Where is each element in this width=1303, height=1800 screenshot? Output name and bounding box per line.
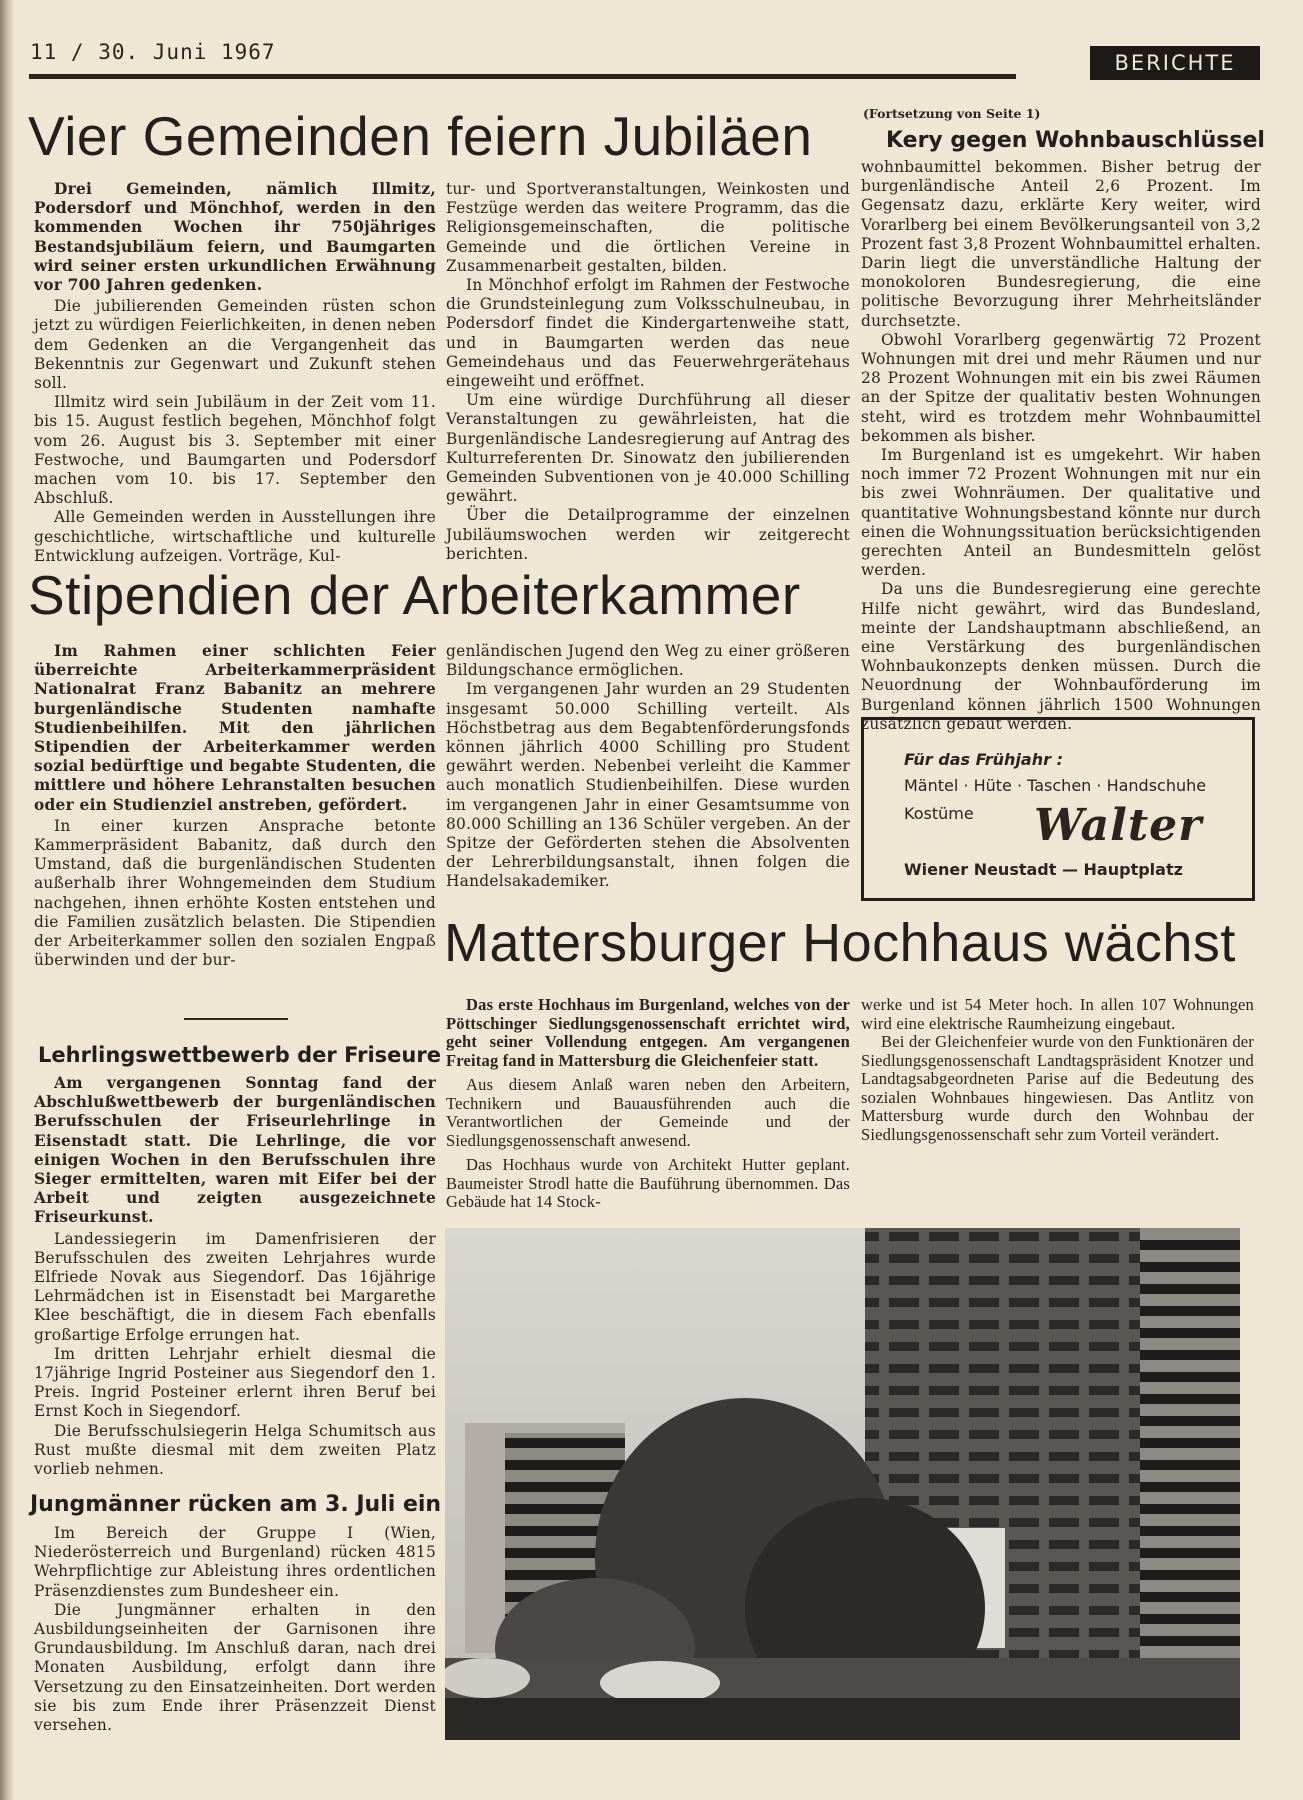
lead-paragraph: Das erste Hochhaus im Burgenland, welches von der Pöttschinger Siedlungsgenossenschaft errichtet wird, geht seiner Vollendung entgegen. Am vergangenen Freitag fand in Mattersburg die Gleichenfeier statt. xyxy=(446,995,850,1070)
body-paragraph: tur- und Sportveranstaltungen, Weinkosten und Festzüge werden das weitere Programm, das die Religionsgemeinschaften, die politische Gemeinde und die örtlichen Vereine in Zusammenarbeit gestalten, bilden. xyxy=(446,180,850,275)
continued-note: (Fortsetzung von Seite 1) xyxy=(863,106,1041,121)
body-paragraph: Über die Detailprogramme der einzelnen Jubiläumswochen werden wir zeitgerecht berichten. xyxy=(446,506,850,563)
body-paragraph: werke und ist 54 Meter hoch. In allen 107 Wohnungen wird eine elektrische Raumheizung eingebaut. xyxy=(861,995,1254,1033)
body-paragraph: Da uns die Bundesregierung eine gerechte Hilfe nicht gewährt, wird das Bundesland, meinte der Landshauptmann abschließend, an eine Verstärkung des burgenländischen Wohnbaukonzepts denken müssen. Durch die Neuordnung der Wohnbauförderung im Burgenland können jährlich 1500 Wohnungen zusätzlich gebaut werden. xyxy=(861,580,1261,733)
body-paragraph: Um eine würdige Durchführung all dieser Veranstaltungen zu gewährleisten, hat die Burgenländische Landesregierung auf Antrag des Kulturreferenten Dr. Sinowatz den jubilierenden Gemeinden Subventionen von je 40.000 Schilling gewährt. xyxy=(446,391,850,506)
headline-hochhaus: Mattersburger Hochhaus wächst xyxy=(444,913,1236,973)
body-paragraph: Im Burgenland ist es umgekehrt. Wir haben noch immer 72 Prozent Wohnungen mit nur ein bis zwei Wohnräumen. Der qualitative und quantitative Wohnungsbestand könnte nur durch einen die Wohnungssituation berücksichtigenden gerechten Anteil an Bundesmitteln gelöst werden. xyxy=(861,446,1261,580)
lead-paragraph: Im Rahmen einer schlichten Feier überreichte Arbeiterkammerpräsident Nationalrat Franz Babanitz an mehrere burgenländische Studenten namhafte Studienbeihilfen. Mit den jährlichen Stipendien der Arbeiterkammer werden sozial bedürftige und begabte Studenten, die mittlere und höhere Lehranstalten besuchen oder ein Studienziel anstreben, gefördert. xyxy=(34,642,436,814)
body-paragraph: Alle Gemeinden werden in Ausstellungen ihre geschichtliche, wirtschaftliche und kulturelle Entwicklung aufzeigen. Vorträge, Kul- xyxy=(34,508,436,565)
body-paragraph: genländischen Jugend den Weg zu einer größeren Bildungschance ermöglichen. xyxy=(446,642,850,680)
body-paragraph: Die jubilierenden Gemeinden rüsten schon jetzt zu würdigen Feierlichkeiten, in denen neben dem Gedenken an die Vergangenheit das Bekenntnis zur Gegenwart und Zukunft stehen soll. xyxy=(34,297,436,393)
headline-friseure: Lehrlingswettbewerb der Friseure xyxy=(38,1043,441,1067)
body-paragraph: Im dritten Lehrjahr erhielt diesmal die 17jährige Ingrid Posteiner aus Siegendorf den 1. Preis. Ingrid Posteiner erlernt ihren Beruf bei Ernst Koch in Siegendorf. xyxy=(34,1344,436,1421)
kery-column xyxy=(861,158,1261,734)
page-number-date: 11 / 30. Juni 1967 xyxy=(30,40,276,64)
hochhaus-column-1 xyxy=(446,996,850,1212)
lead-paragraph: Am vergangenen Sonntag fand der Abschlußwettbewerb der burgenländischen Berufsschulen der Friseurlehrlinge in Eisenstadt statt. Die Lehrlinge, die vor einigen Wochen in den Berufsschulen ihre Sieger ermittelten, waren mit Eifer bei der Arbeit und zeigten ausgezeichnete Friseurkunst. xyxy=(34,1074,436,1227)
body-paragraph: Landessiegerin im Damenfrisieren der Berufsschulen des zweiten Lehrjahres wurde Elfriede Novak aus Siegendorf. Das 16jährige Lehrmädchen ist in Eisenstadt bei Margarethe Klee beschäftigt, die in diesem Fach ebenfalls großartige Erfolge errungen hat. xyxy=(34,1229,436,1344)
ad-headline: Für das Frühjahr : xyxy=(904,750,1063,769)
ad-brand-logo: Walter xyxy=(1034,800,1203,851)
body-paragraph: Aus diesem Anlaß waren neben den Arbeitern, Technikern und Bauausführenden auch die Verantwortlichen der Gemeinde und der Siedlungsgenossenschaft anwesend. xyxy=(446,1075,850,1150)
ad-products-2: Kostüme xyxy=(904,804,974,823)
body-paragraph: Das Hochhaus wurde von Architekt Hutter geplant. Baumeister Strodl hatte die Bauführung übernommen. Das Gebäude hat 14 Stock- xyxy=(446,1155,850,1211)
body-paragraph: Obwohl Vorarlberg gegenwärtig 72 Prozent Wohnungen mit drei und mehr Räumen und nur 28 Prozent Wohnungen mit ein bis zwei Räumen an der Spitze der qualitativ besten Wohnungen steht, wird es trotzdem mehr Wohnbaumittel bekommen als bisher. xyxy=(861,330,1261,445)
advertisement-walter xyxy=(861,717,1255,901)
jubilaeen-column-2 xyxy=(446,180,850,564)
jungmaenner-column xyxy=(34,1524,436,1735)
section-label: BERICHTE xyxy=(1090,46,1260,80)
photo-hochhaus-mattersburg xyxy=(445,1228,1240,1740)
body-paragraph: wohnbaumittel bekommen. Bisher betrug der burgenländische Anteil 2,6 Prozent. Im Gegensatz dazu, erklärte Kery weiter, wird Vorarlberg bei einem Bevölkerungsanteil von 3,2 Prozent fast 3,8 Prozent Wohnbaumittel erhalten. Darin liegt die unverständliche Haltung der monokoloren Bundesregierung, die eine politische Bevorzugung ihrer Mehrheitsländer durchsetzte. xyxy=(861,158,1261,330)
body-paragraph: In einer kurzen Ansprache betonte Kammerpräsident Babanitz, daß durch den Umstand, daß die burgenländischen Studenten außerhalb ihrer Wohngemeinden dem Studium nachgehen, ihnen erhöhte Kosten entstehen und die Familien zusätzlich belasten. Die Stipendien der Arbeiterkammer sollen den sozialen Engpaß überwinden und der bur- xyxy=(34,816,436,970)
hochhaus-column-2 xyxy=(861,996,1254,1144)
headline-jubilaeen: Vier Gemeinden feiern Jubiläen xyxy=(28,105,813,167)
body-paragraph: Die Berufsschulsiegerin Helga Schumitsch aus Rust mußte diesmal mit dem zweiten Platz vorlieb nehmen. xyxy=(34,1421,436,1479)
body-paragraph: Im Bereich der Gruppe I (Wien, Niederösterreich und Burgenland) rücken 4815 Wehrpflichtige zur Ableistung ihres ordentlichen Präsenzdienstes zum Bundesheer ein. xyxy=(34,1524,436,1600)
body-paragraph: In Mönchhof erfolgt im Rahmen der Festwoche die Grundsteinlegung zum Volksschulneubau, in Podersdorf findet die Kindergartenweihe statt, und in Baumgarten werden das neue Gemeindehaus und das Feuerwehrgerätehaus eingeweiht und eröffnet. xyxy=(446,276,850,391)
ad-address: Wiener Neustadt — Hauptplatz xyxy=(904,860,1183,879)
stipendien-column-1 xyxy=(34,642,436,970)
headline-kery: Kery gegen Wohnbauschlüssel xyxy=(886,128,1265,153)
header-rule xyxy=(29,74,1016,79)
column-divider xyxy=(184,1018,288,1020)
stipendien-column-2 xyxy=(446,642,850,892)
body-paragraph: Bei der Gleichenfeier wurde von den Funktionären der Siedlungsgenossenschaft Landtagspräsident Knotzer und Landtagsabgeordneten Parise auf die Bedeutung des sozialen Wohnbaues hingewiesen. Das Antlitz von Mattersburg wurde durch den Wohnbau der Siedlungsgenossenschaft sehr zum Vorteil verändert. xyxy=(861,1032,1254,1144)
headline-jungmaenner: Jungmänner rücken am 3. Juli ein xyxy=(30,1492,442,1517)
page-binding-shadow xyxy=(0,0,14,1800)
body-paragraph: Im vergangenen Jahr wurden an 29 Studenten insgesamt 50.000 Schilling verteilt. Als Höchstbetrag aus dem Begabtenförderungsfonds können jährlich 4000 Schilling pro Student gewährt werden. Nebenbei verleiht die Kammer auch monatlich Studienbeihilfen. Diese wurden im vergangenen Jahr in einer Gesamtsumme von 80.000 Schilling an 136 Schüler vergeben. An der Spitze der Geförderten stehen die Absolventen der Lehrerbildungsanstalt, ihnen folgen die Handelsakademiker. xyxy=(446,680,850,891)
jubilaeen-column-1 xyxy=(34,180,436,566)
friseure-column xyxy=(34,1074,436,1479)
body-paragraph: Die Jungmänner erhalten in den Ausbildungseinheiten der Garnisonen ihre Grundausbildung. Im Anschluß daran, nach drei Monaten Ausbildung, erfolgt dann ihre Versetzung zu den Einsatzeinheiten. Dort werden sie bis zum Ende ihrer Präsenzzeit Dienst versehen. xyxy=(34,1600,436,1735)
body-paragraph: Illmitz wird sein Jubiläum in der Zeit vom 11. bis 15. August festlich begehen, Mönchhof folgt vom 26. August bis 3. September mit einer Festwoche, und Baumgarten und Podersdorf machen vom 10. bis 17. September den Abschluß. xyxy=(34,393,436,508)
ad-products: Mäntel · Hüte · Taschen · Handschuhe xyxy=(904,776,1207,795)
headline-stipendien: Stipendien der Arbeiterkammer xyxy=(28,564,801,626)
lead-paragraph: Drei Gemeinden, nämlich Illmitz, Podersdorf und Mönchhof, werden in den kommenden Wochen ihr 750jähriges Bestandsjubiläum feiern, und Baumgarten wird seiner ersten urkundlichen Erwähnung vor 700 Jahren gedenken. xyxy=(34,180,436,295)
